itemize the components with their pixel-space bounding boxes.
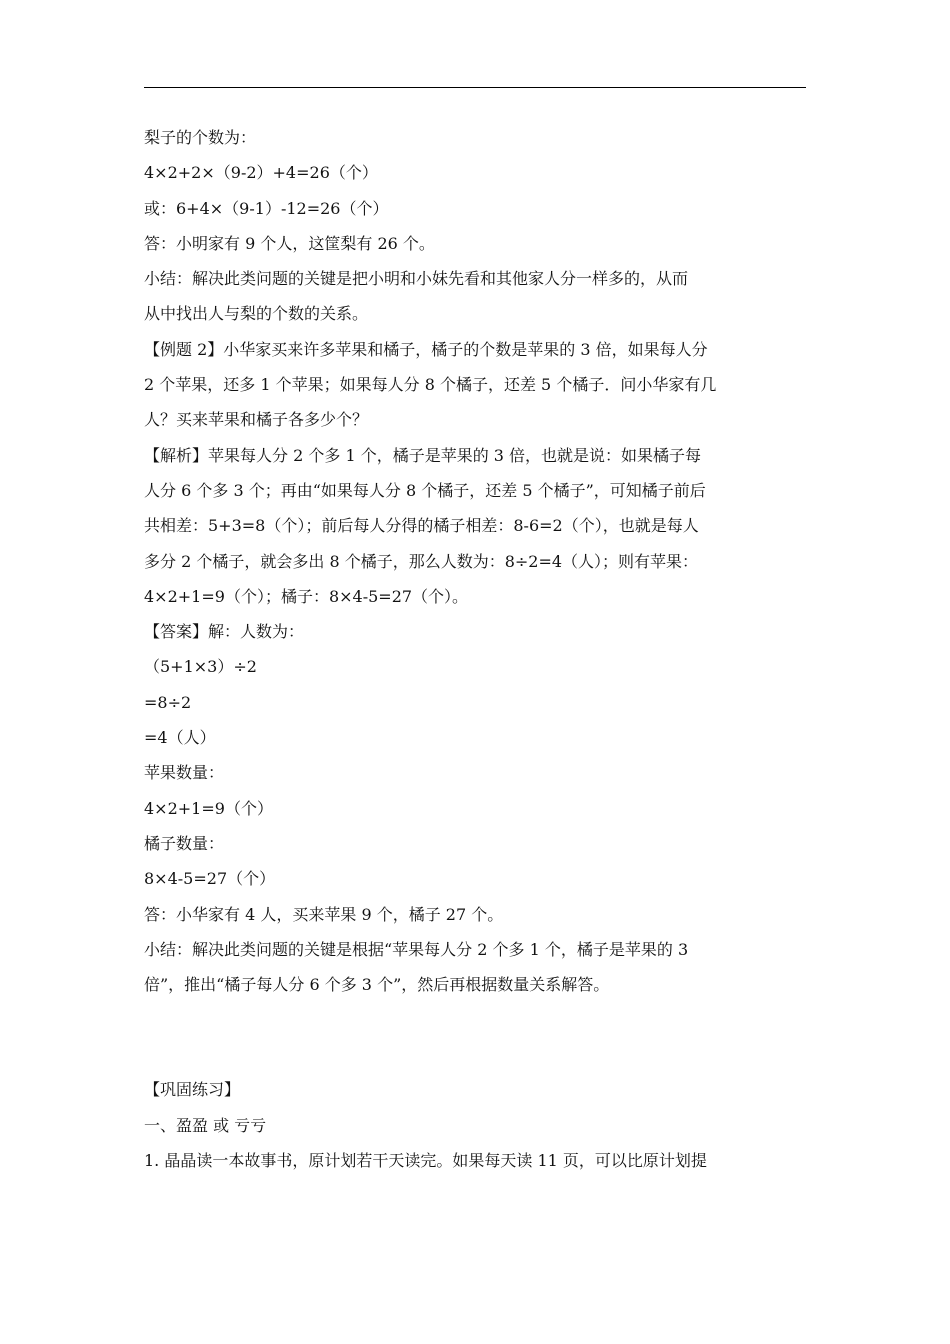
analysis-line: 【解析】苹果每人分 2 个多 1 个，橘子是苹果的 3 倍，也就是说：如果橘子每: [144, 445, 702, 465]
document-body: [144, 126, 808, 1184]
text-line: 橘子数量：: [144, 833, 225, 853]
solution-line: 【答案】解：人数为：: [144, 622, 305, 642]
summary-line: 从中找出人与梨的个数的关系。: [144, 304, 369, 324]
summary-line: 倍”，推出“橘子每人分 6 个多 3 个”，然后再根据数量关系解答。: [144, 975, 610, 995]
answer-line: 答：小明家有 9 个人，这筐梨有 26 个。: [144, 233, 435, 253]
example-2-line: 2 个苹果，还多 1 个苹果；如果每人分 8 个橘子，还差 5 个橘子．问小华家有几: [144, 375, 717, 395]
analysis-line: 人分 6 个多 3 个；再由“如果每人分 8 个橘子，还差 5 个橘子”，可知橘子前后: [144, 480, 706, 500]
equation-line: 或：6+4×（9-1）-12=26（个）: [144, 198, 389, 218]
analysis-line: 多分 2 个橘子，就会多出 8 个橘子，那么人数为：8÷2=4（人）；则有苹果：: [144, 551, 699, 571]
equation-line: 8×4-5=27（个）: [144, 869, 276, 889]
summary-line: 小结：解决此类问题的关键是把小明和小妹先看和其他家人分一样多的，从而: [144, 269, 689, 289]
equation-line: =4（人）: [144, 728, 216, 748]
section-gap: [144, 1008, 808, 1078]
equation-line: 4×2+1=9（个）: [144, 798, 273, 818]
equation-line: =8÷2: [144, 692, 192, 712]
analysis-line: 4×2+1=9（个）；橘子：8×4-5=27（个）。: [144, 586, 469, 606]
practice-subheading: 一、盈盈 或 亏亏: [144, 1115, 267, 1135]
practice-heading: 【巩固练习】: [144, 1080, 241, 1100]
example-2-line: 人？买来苹果和橘子各多少个？: [144, 410, 369, 430]
answer-line: 答：小华家有 4 人，买来苹果 9 个，橘子 27 个。: [144, 904, 504, 924]
practice-question-1: 1. 晶晶读一本故事书，原计划若干天读完。如果每天读 11 页，可以比原计划提: [144, 1151, 707, 1171]
equation-line: 4×2+2×（9-2）+4=26（个）: [144, 163, 378, 183]
summary-line: 小结：解决此类问题的关键是根据“苹果每人分 2 个多 1 个，橘子是苹果的 3: [144, 939, 689, 959]
text-line: 梨子的个数为：: [144, 128, 257, 147]
analysis-line: 共相差：5+3=8（个）；前后每人分得的橘子相差：8-6=2（个），也就是每人: [144, 516, 699, 536]
equation-line: （5+1×3）÷2: [144, 657, 257, 677]
example-2-line: 【例题 2】小华家买来许多苹果和橘子，橘子的个数是苹果的 3 倍，如果每人分: [144, 339, 708, 359]
text-line: 苹果数量：: [144, 763, 225, 783]
header-rule: [144, 87, 806, 88]
